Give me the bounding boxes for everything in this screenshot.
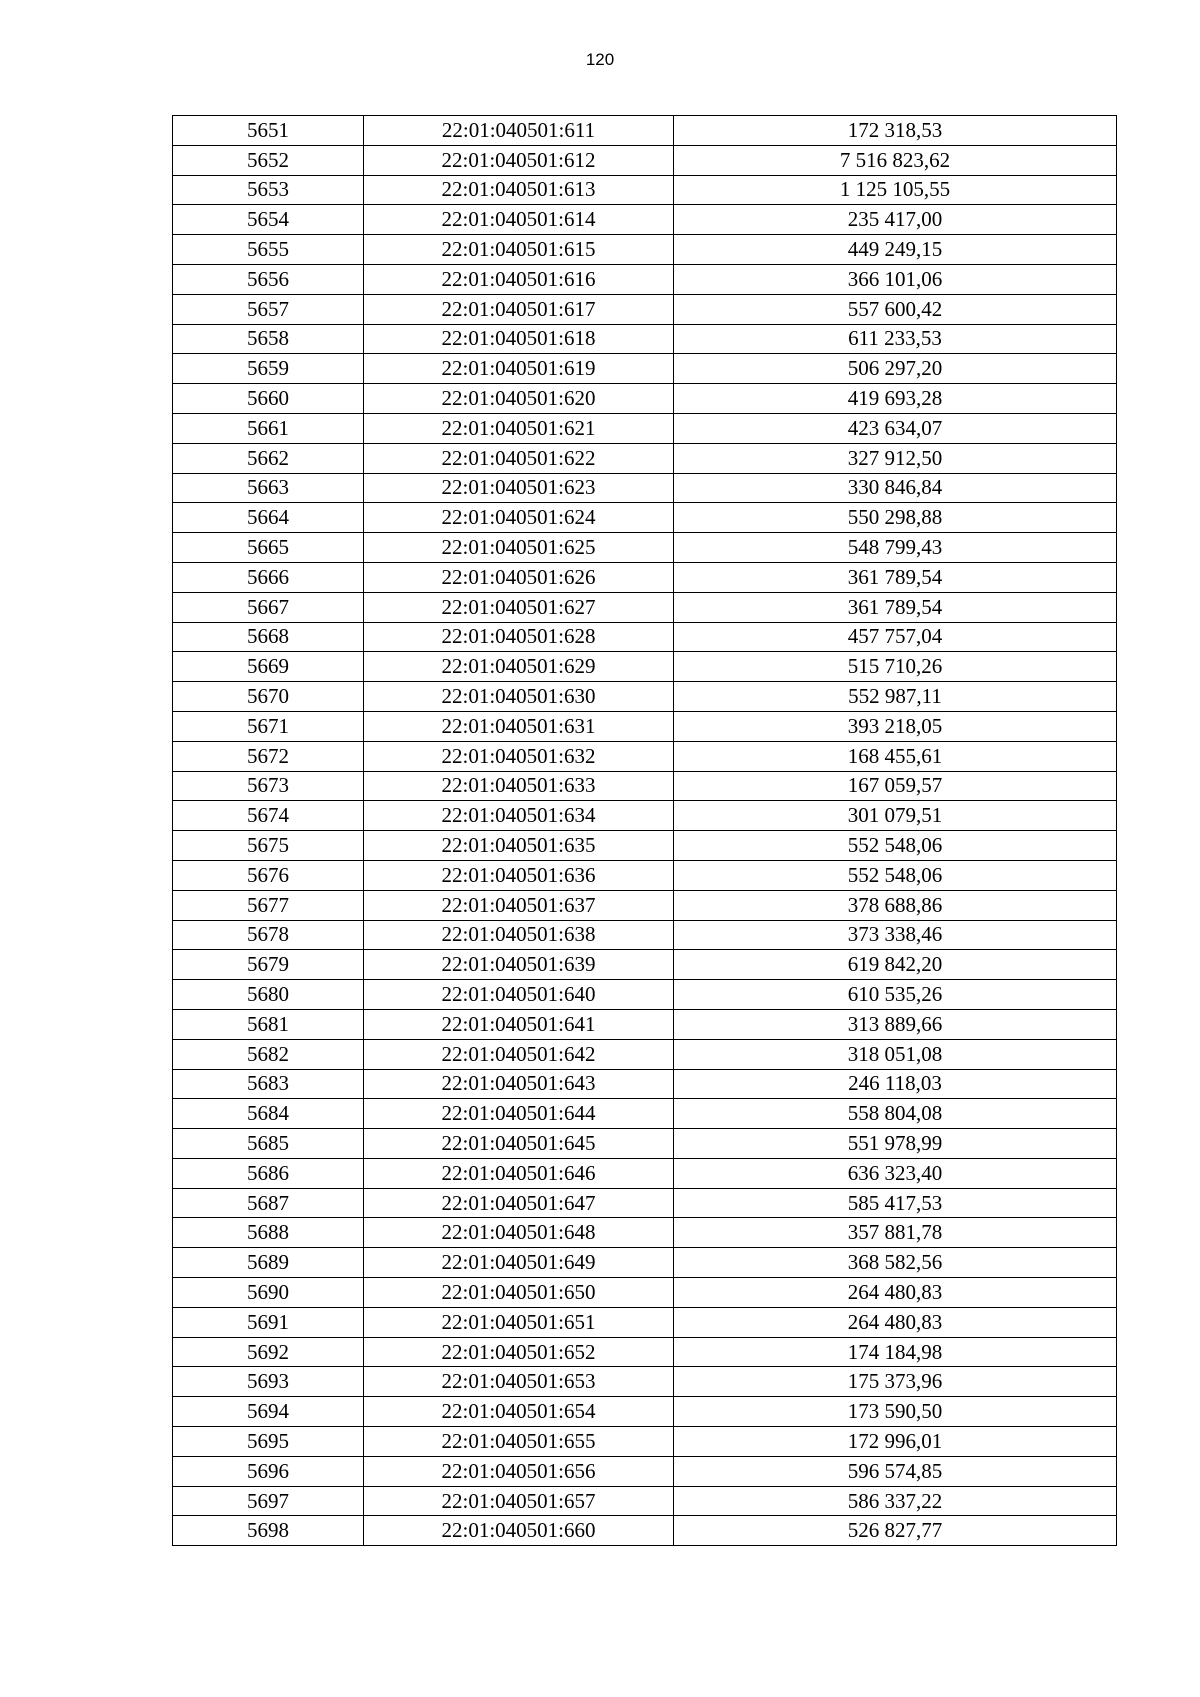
- row-number-cell: 5653: [173, 175, 364, 205]
- cadastral-number-cell: 22:01:040501:639: [364, 950, 674, 980]
- cadastral-value-cell: 596 574,85: [674, 1456, 1117, 1486]
- row-number-cell: 5679: [173, 950, 364, 980]
- table-row: [173, 473, 1117, 503]
- table-row: [173, 562, 1117, 592]
- cadastral-number-cell: 22:01:040501:645: [364, 1129, 674, 1159]
- row-number-cell: 5672: [173, 741, 364, 771]
- row-number-cell: 5659: [173, 354, 364, 384]
- table-row: [173, 533, 1117, 563]
- table-row: [173, 1427, 1117, 1457]
- row-number-cell: 5662: [173, 443, 364, 473]
- cadastral-number-cell: 22:01:040501:624: [364, 503, 674, 533]
- row-number-cell: 5678: [173, 920, 364, 950]
- row-number-cell: 5670: [173, 682, 364, 712]
- cadastral-value-cell: 172 996,01: [674, 1427, 1117, 1457]
- cadastral-value-cell: 552 548,06: [674, 831, 1117, 861]
- cadastral-number-cell: 22:01:040501:646: [364, 1158, 674, 1188]
- cadastral-value-cell: 636 323,40: [674, 1158, 1117, 1188]
- row-number-cell: 5694: [173, 1397, 364, 1427]
- row-number-cell: 5680: [173, 980, 364, 1010]
- row-number-cell: 5677: [173, 890, 364, 920]
- table-row: [173, 1099, 1117, 1129]
- cadastral-value-cell: 318 051,08: [674, 1039, 1117, 1069]
- table-body: [173, 116, 1117, 1546]
- cadastral-number-cell: 22:01:040501:636: [364, 860, 674, 890]
- cadastral-number-cell: 22:01:040501:654: [364, 1397, 674, 1427]
- table-row: [173, 1248, 1117, 1278]
- cadastral-number-cell: 22:01:040501:640: [364, 980, 674, 1010]
- row-number-cell: 5690: [173, 1278, 364, 1308]
- cadastral-number-cell: 22:01:040501:650: [364, 1278, 674, 1308]
- cadastral-number-cell: 22:01:040501:652: [364, 1337, 674, 1367]
- row-number-cell: 5689: [173, 1248, 364, 1278]
- cadastral-number-cell: 22:01:040501:638: [364, 920, 674, 950]
- table-row: [173, 1486, 1117, 1516]
- cadastral-number-cell: 22:01:040501:637: [364, 890, 674, 920]
- table-row: [173, 145, 1117, 175]
- cadastral-number-cell: 22:01:040501:635: [364, 831, 674, 861]
- table-row: [173, 1039, 1117, 1069]
- row-number-cell: 5665: [173, 533, 364, 563]
- cadastral-value-cell: 457 757,04: [674, 622, 1117, 652]
- cadastral-number-cell: 22:01:040501:655: [364, 1427, 674, 1457]
- row-number-cell: 5674: [173, 801, 364, 831]
- cadastral-value-cell: 264 480,83: [674, 1278, 1117, 1308]
- table-row: [173, 1009, 1117, 1039]
- cadastral-value-cell: 548 799,43: [674, 533, 1117, 563]
- cadastral-value-cell: 246 118,03: [674, 1069, 1117, 1099]
- cadastral-number-cell: 22:01:040501:628: [364, 622, 674, 652]
- table-row: [173, 354, 1117, 384]
- cadastral-number-cell: 22:01:040501:644: [364, 1099, 674, 1129]
- row-number-cell: 5687: [173, 1188, 364, 1218]
- table-row: [173, 264, 1117, 294]
- cadastral-number-cell: 22:01:040501:657: [364, 1486, 674, 1516]
- cadastral-value-cell: 610 535,26: [674, 980, 1117, 1010]
- row-number-cell: 5691: [173, 1307, 364, 1337]
- table-row: [173, 741, 1117, 771]
- cadastral-number-cell: 22:01:040501:660: [364, 1516, 674, 1546]
- row-number-cell: 5668: [173, 622, 364, 652]
- row-number-cell: 5688: [173, 1218, 364, 1248]
- cadastral-value-cell: 174 184,98: [674, 1337, 1117, 1367]
- row-number-cell: 5651: [173, 116, 364, 146]
- cadastral-value-cell: 552 548,06: [674, 860, 1117, 890]
- cadastral-value-cell: 551 978,99: [674, 1129, 1117, 1159]
- table-row: [173, 413, 1117, 443]
- cadastral-number-cell: 22:01:040501:626: [364, 562, 674, 592]
- row-number-cell: 5693: [173, 1367, 364, 1397]
- cadastral-value-cell: 313 889,66: [674, 1009, 1117, 1039]
- row-number-cell: 5696: [173, 1456, 364, 1486]
- table-row: [173, 1307, 1117, 1337]
- cadastral-value-cell: 168 455,61: [674, 741, 1117, 771]
- cadastral-number-cell: 22:01:040501:649: [364, 1248, 674, 1278]
- row-number-cell: 5681: [173, 1009, 364, 1039]
- table-row: [173, 622, 1117, 652]
- row-number-cell: 5667: [173, 592, 364, 622]
- table-row: [173, 980, 1117, 1010]
- cadastral-number-cell: 22:01:040501:656: [364, 1456, 674, 1486]
- cadastral-value-cell: 235 417,00: [674, 205, 1117, 235]
- table-row: [173, 1278, 1117, 1308]
- table-row: [173, 384, 1117, 414]
- table-row: [173, 205, 1117, 235]
- cadastral-number-cell: 22:01:040501:615: [364, 235, 674, 265]
- cadastral-number-cell: 22:01:040501:643: [364, 1069, 674, 1099]
- cadastral-value-cell: 378 688,86: [674, 890, 1117, 920]
- cadastral-number-cell: 22:01:040501:618: [364, 324, 674, 354]
- cadastral-value-cell: 619 842,20: [674, 950, 1117, 980]
- cadastral-value-cell: 373 338,46: [674, 920, 1117, 950]
- row-number-cell: 5697: [173, 1486, 364, 1516]
- table-row: [173, 1188, 1117, 1218]
- row-number-cell: 5676: [173, 860, 364, 890]
- cadastral-value-cell: 550 298,88: [674, 503, 1117, 533]
- cadastral-number-cell: 22:01:040501:613: [364, 175, 674, 205]
- table-row: [173, 711, 1117, 741]
- row-number-cell: 5698: [173, 1516, 364, 1546]
- table-row: [173, 1367, 1117, 1397]
- row-number-cell: 5663: [173, 473, 364, 503]
- cadastral-value-cell: 357 881,78: [674, 1218, 1117, 1248]
- cadastral-number-cell: 22:01:040501:631: [364, 711, 674, 741]
- row-number-cell: 5660: [173, 384, 364, 414]
- cadastral-value-cell: 423 634,07: [674, 413, 1117, 443]
- cadastral-number-cell: 22:01:040501:619: [364, 354, 674, 384]
- cadastral-value-cell: 393 218,05: [674, 711, 1117, 741]
- cadastral-value-cell: 264 480,83: [674, 1307, 1117, 1337]
- cadastral-value-cell: 7 516 823,62: [674, 145, 1117, 175]
- table-row: [173, 652, 1117, 682]
- table-row: [173, 890, 1117, 920]
- cadastral-number-cell: 22:01:040501:623: [364, 473, 674, 503]
- cadastral-value-cell: 611 233,53: [674, 324, 1117, 354]
- cadastral-value-cell: 167 059,57: [674, 771, 1117, 801]
- cadastral-number-cell: 22:01:040501:612: [364, 145, 674, 175]
- row-number-cell: 5666: [173, 562, 364, 592]
- row-number-cell: 5683: [173, 1069, 364, 1099]
- cadastral-number-cell: 22:01:040501:632: [364, 741, 674, 771]
- table-row: [173, 950, 1117, 980]
- table-row: [173, 175, 1117, 205]
- cadastral-number-cell: 22:01:040501:641: [364, 1009, 674, 1039]
- table-row: [173, 235, 1117, 265]
- table-row: [173, 294, 1117, 324]
- cadastral-value-cell: 301 079,51: [674, 801, 1117, 831]
- cadastral-value-cell: 419 693,28: [674, 384, 1117, 414]
- row-number-cell: 5685: [173, 1129, 364, 1159]
- cadastral-value-cell: 361 789,54: [674, 562, 1117, 592]
- cadastral-value-cell: 557 600,42: [674, 294, 1117, 324]
- table-row: [173, 860, 1117, 890]
- row-number-cell: 5658: [173, 324, 364, 354]
- row-number-cell: 5684: [173, 1099, 364, 1129]
- cadastral-number-cell: 22:01:040501:648: [364, 1218, 674, 1248]
- table-row: [173, 1456, 1117, 1486]
- cadastral-number-cell: 22:01:040501:625: [364, 533, 674, 563]
- row-number-cell: 5656: [173, 264, 364, 294]
- cadastral-number-cell: 22:01:040501:627: [364, 592, 674, 622]
- cadastral-value-cell: 1 125 105,55: [674, 175, 1117, 205]
- row-number-cell: 5657: [173, 294, 364, 324]
- cadastral-value-cell: 368 582,56: [674, 1248, 1117, 1278]
- table-row: [173, 592, 1117, 622]
- row-number-cell: 5675: [173, 831, 364, 861]
- cadastral-value-table: [172, 115, 1117, 1546]
- row-number-cell: 5655: [173, 235, 364, 265]
- table-row: [173, 503, 1117, 533]
- cadastral-value-cell: 449 249,15: [674, 235, 1117, 265]
- table-row: [173, 116, 1117, 146]
- table-row: [173, 920, 1117, 950]
- table-row: [173, 831, 1117, 861]
- table-row: [173, 1397, 1117, 1427]
- cadastral-value-cell: 558 804,08: [674, 1099, 1117, 1129]
- table-row: [173, 443, 1117, 473]
- table-row: [173, 771, 1117, 801]
- row-number-cell: 5695: [173, 1427, 364, 1457]
- table-row: [173, 1218, 1117, 1248]
- cadastral-value-cell: 552 987,11: [674, 682, 1117, 712]
- table-row: [173, 1516, 1117, 1546]
- cadastral-number-cell: 22:01:040501:617: [364, 294, 674, 324]
- table-row: [173, 801, 1117, 831]
- row-number-cell: 5682: [173, 1039, 364, 1069]
- cadastral-value-cell: 172 318,53: [674, 116, 1117, 146]
- cadastral-value-cell: 586 337,22: [674, 1486, 1117, 1516]
- table-row: [173, 1158, 1117, 1188]
- cadastral-number-cell: 22:01:040501:616: [364, 264, 674, 294]
- cadastral-number-cell: 22:01:040501:611: [364, 116, 674, 146]
- cadastral-number-cell: 22:01:040501:614: [364, 205, 674, 235]
- cadastral-value-cell: 515 710,26: [674, 652, 1117, 682]
- cadastral-number-cell: 22:01:040501:629: [364, 652, 674, 682]
- row-number-cell: 5664: [173, 503, 364, 533]
- cadastral-value-cell: 526 827,77: [674, 1516, 1117, 1546]
- cadastral-number-cell: 22:01:040501:633: [364, 771, 674, 801]
- cadastral-value-cell: 327 912,50: [674, 443, 1117, 473]
- cadastral-value-cell: 506 297,20: [674, 354, 1117, 384]
- cadastral-value-cell: 330 846,84: [674, 473, 1117, 503]
- row-number-cell: 5686: [173, 1158, 364, 1188]
- cadastral-number-cell: 22:01:040501:651: [364, 1307, 674, 1337]
- table-row: [173, 1337, 1117, 1367]
- cadastral-number-cell: 22:01:040501:653: [364, 1367, 674, 1397]
- cadastral-number-cell: 22:01:040501:634: [364, 801, 674, 831]
- row-number-cell: 5661: [173, 413, 364, 443]
- row-number-cell: 5671: [173, 711, 364, 741]
- cadastral-value-cell: 173 590,50: [674, 1397, 1117, 1427]
- table-row: [173, 1129, 1117, 1159]
- cadastral-number-cell: 22:01:040501:622: [364, 443, 674, 473]
- page-number: 120: [585, 50, 615, 69]
- table-row: [173, 682, 1117, 712]
- row-number-cell: 5673: [173, 771, 364, 801]
- cadastral-value-cell: 361 789,54: [674, 592, 1117, 622]
- row-number-cell: 5654: [173, 205, 364, 235]
- cadastral-value-cell: 585 417,53: [674, 1188, 1117, 1218]
- cadastral-number-cell: 22:01:040501:620: [364, 384, 674, 414]
- cadastral-number-cell: 22:01:040501:630: [364, 682, 674, 712]
- table-row: [173, 1069, 1117, 1099]
- cadastral-number-cell: 22:01:040501:642: [364, 1039, 674, 1069]
- cadastral-number-cell: 22:01:040501:621: [364, 413, 674, 443]
- table-row: [173, 324, 1117, 354]
- cadastral-value-cell: 175 373,96: [674, 1367, 1117, 1397]
- row-number-cell: 5652: [173, 145, 364, 175]
- row-number-cell: 5692: [173, 1337, 364, 1367]
- row-number-cell: 5669: [173, 652, 364, 682]
- cadastral-number-cell: 22:01:040501:647: [364, 1188, 674, 1218]
- cadastral-value-cell: 366 101,06: [674, 264, 1117, 294]
